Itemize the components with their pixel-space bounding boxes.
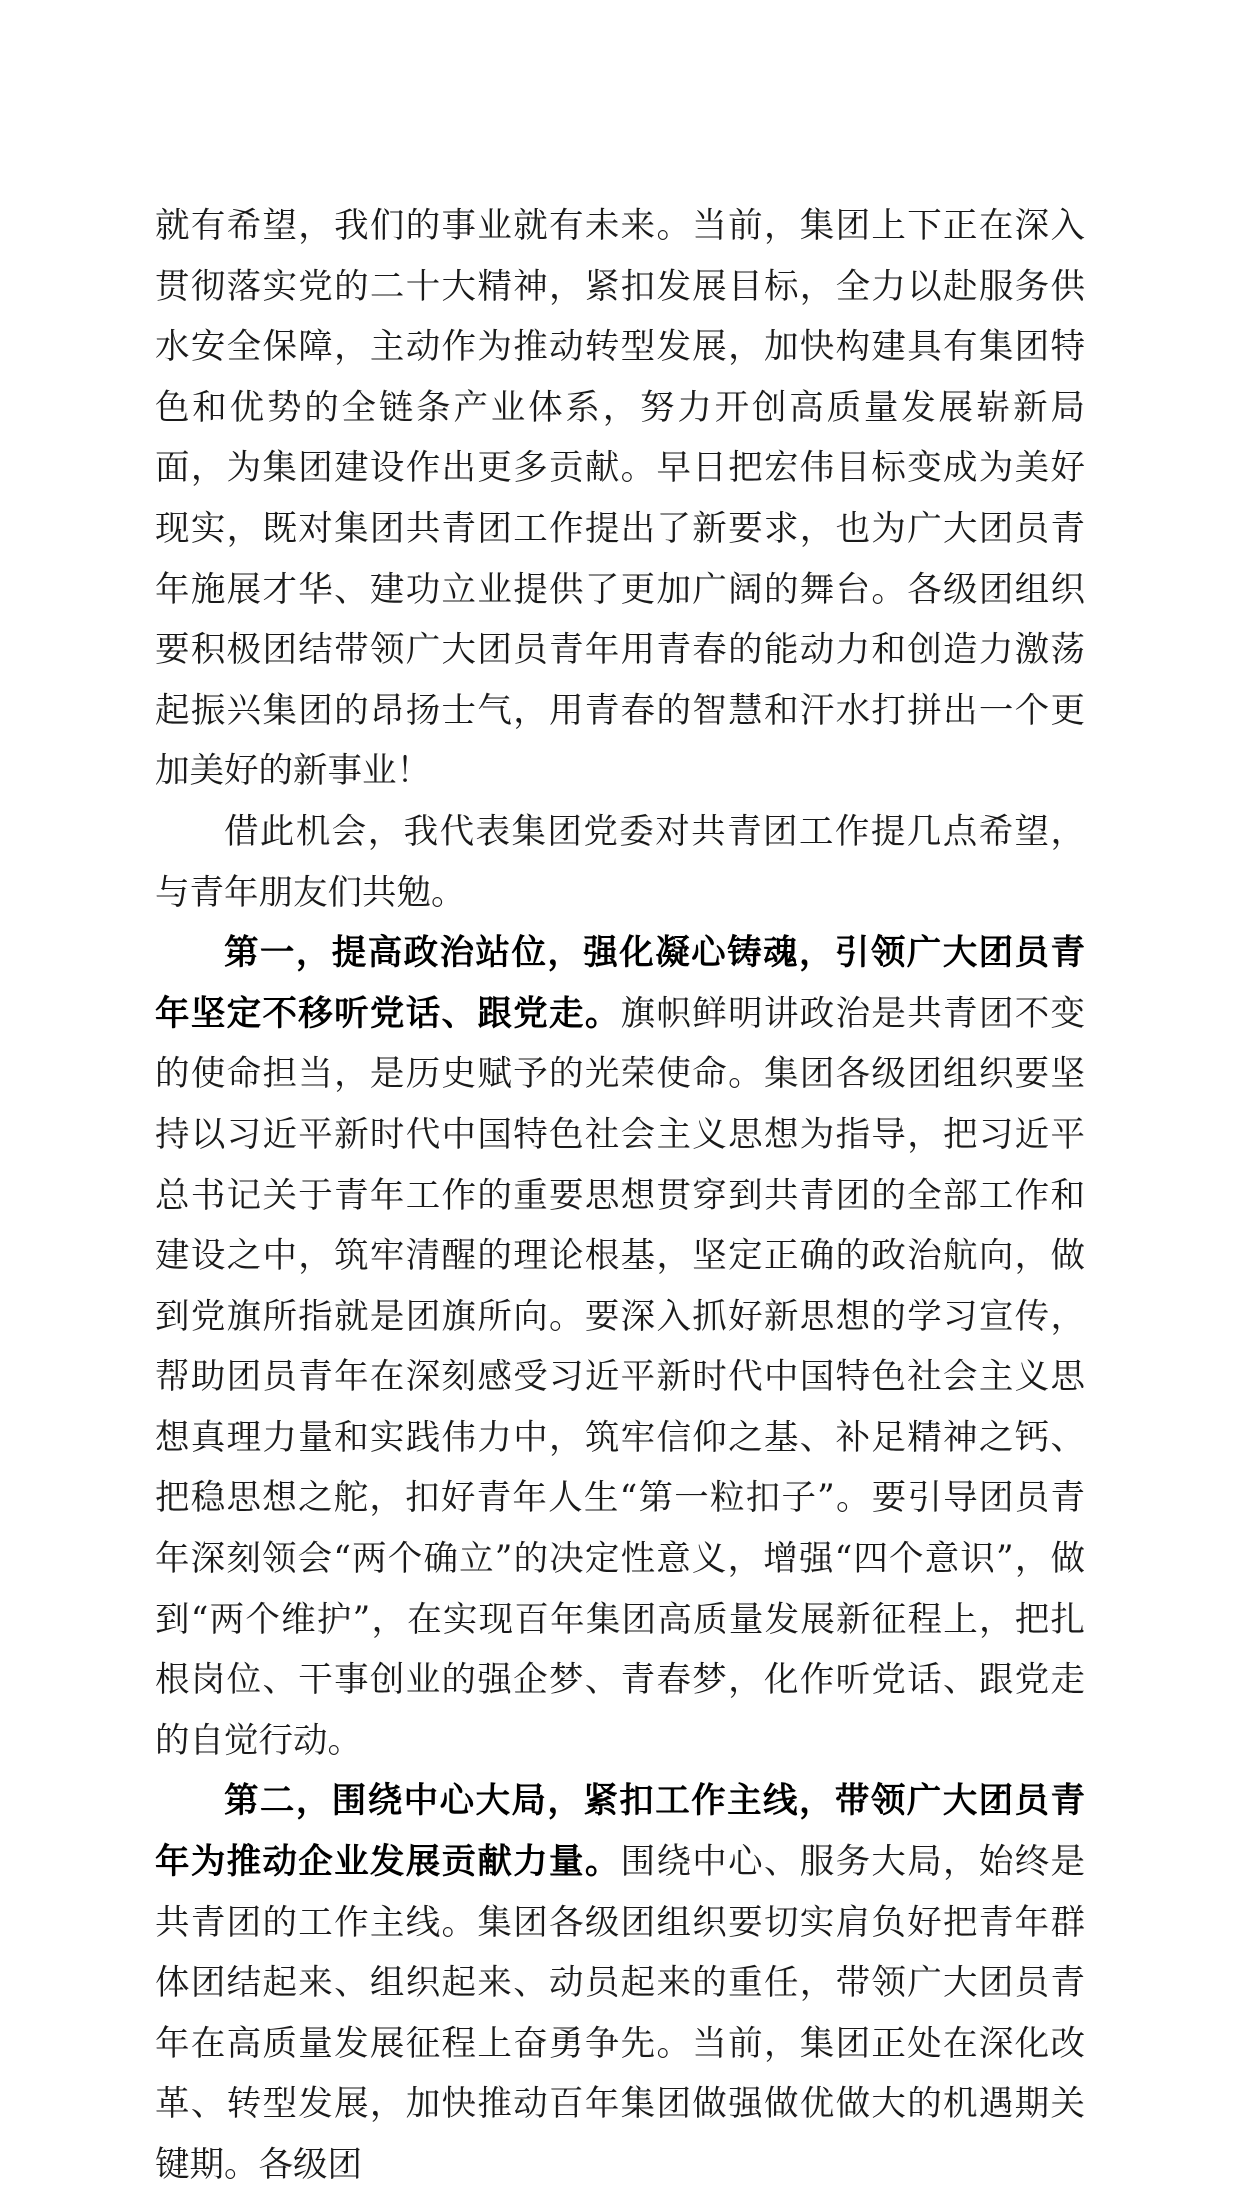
paragraph-4-lead: 第二，围绕中心大局，紧扣工作主线，带领广大团员青年为推动企业发展贡献力量。 bbox=[155, 1781, 1085, 1883]
paragraph-1-text: 就有希望，我们的事业就有未来。当前，集团上下正在深入贯彻落实党的二十大精神，紧扣发展目标，全力以赴服务供水安全保障，主动作为推动转型发展，加快构建具有集团特色和优势的全链条产业体系，努力开创高质量发展崭新局面，为集团建设作出更多贡献。早日把宏伟目标变成为美好现实，既对集团共青团工作提出了新要求，也为广大团员青年施展才华、建功立业提供了更加广阔的舞台。各级团组织要积极团结带领广大团员青年用青春的能动力和创造力激荡起振兴集团的昂扬士气，用青春的智慧和汗水打拼出一个更加美好的新事业！ bbox=[155, 206, 1085, 792]
paragraph-2 bbox=[155, 802, 1085, 923]
document-body bbox=[155, 196, 1085, 2196]
paragraph-2-text: 借此机会，我代表集团党委对共青团工作提几点希望，与青年朋友们共勉。 bbox=[155, 811, 1085, 913]
paragraph-1 bbox=[155, 196, 1085, 802]
paragraph-4 bbox=[155, 1771, 1085, 2195]
paragraph-3-text: 旗帜鲜明讲政治是共青团不变的使命担当，是历史赋予的光荣使命。集团各级团组织要坚持以习近平新时代中国特色社会主义思想为指导，把习近平总书记关于青年工作的重要思想贯穿到共青团的全部工作和建设之中，筑牢清醒的理论根基，坚定正确的政治航向，做到党旗所指就是团旗所向。要深入抓好新思想的学习宣传，帮助团员青年在深刻感受习近平新时代中国特色社会主义思想真理力量和实践伟力中，筑牢信仰之基、补足精神之钙、把稳思想之舵，扣好青年人生“第一粒扣子”。要引导团员青年深刻领会“两个确立”的决定性意义，增强“四个意识”，做到“两个维护”，在实现百年集团高质量发展新征程上，把扎根岗位、干事创业的强企梦、青春梦，化作听党话、跟党走的自觉行动。 bbox=[155, 993, 1086, 1761]
paragraph-3 bbox=[155, 923, 1085, 1771]
paragraph-3-lead: 第一，提高政治站位，强化凝心铸魂，引领广大团员青年坚定不移听党话、跟党走。 bbox=[155, 933, 1085, 1034]
paragraph-4-text: 围绕中心、服务大局，始终是共青团的工作主线。集团各级团组织要切实肩负好把青年群体团结起来、组织起来、动员起来的重任，带领广大团员青年在高质量发展征程上奋勇争先。当前，集团正处在深化改革、转型发展，加快推动百年集团做强做优做大的机遇期关键期。各级团 bbox=[155, 1842, 1086, 2185]
